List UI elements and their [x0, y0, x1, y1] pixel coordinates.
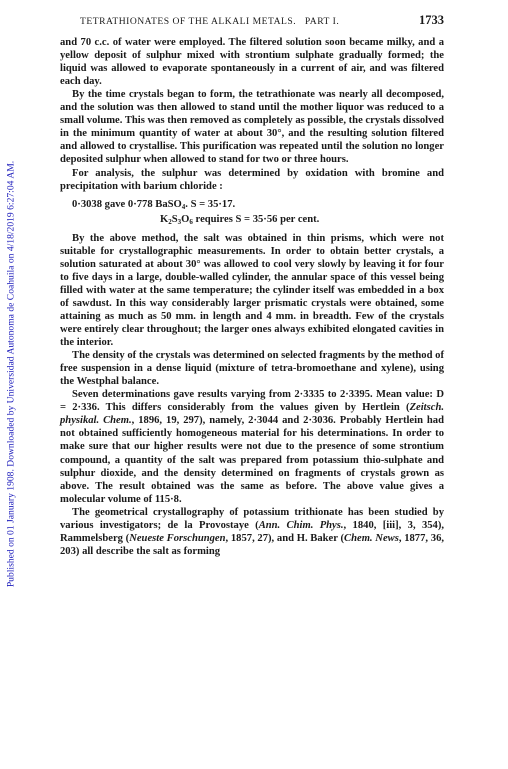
download-notice-text: Published on 01 January 1908. Downloaded by Universidad Autonoma de Coahuila on 4/18/2019 6:27:04 AM.	[5, 160, 17, 588]
paragraph-1: and 70 c.c. of water were employed. The filtered solution soon became milky, and a yellow deposit of sulphur mixed with strontium sulphate gradually formed; the liquid was allowed to evaporate spontaneously in a current of air, and was filtered each day.	[60, 37, 444, 88]
paragraph-6	[60, 388, 444, 505]
text-run: , 1896,	[131, 415, 167, 427]
text-run: , 354), Rammelsberg (	[60, 519, 445, 544]
text-run: Seven determinations gave results varying from 2·3335 to 2·3395. Mean value: D = 2·336. This differs considerably from the values given by Hertlein (	[60, 389, 444, 414]
journal-citation: Ann. Chim. Phys.	[258, 519, 344, 531]
analysis-result-sulphur: . S = 35·17.	[185, 198, 236, 210]
analysis-result-text: 0·3038 gave 0·778 BaSO	[72, 198, 182, 210]
paragraph-7	[60, 506, 444, 558]
formula-element: S	[171, 213, 178, 225]
running-head-title	[60, 15, 339, 28]
journal-citation: Zeitsch. physikal. Chem.	[60, 402, 444, 427]
header-title: TETRATHIONATES OF THE ALKALI METALS.	[80, 16, 297, 27]
paragraph-2: By the time crystals began to form, the tetrathionate was nearly all decomposed, and the solution was then allowed to stand until the mother liquor was reduced to a small volume. This was then removed as completely as possible, the crystals dissolved in the minimum quantity of water at about 30°, and the resulting solution filtered and allowed to crystallise. This purification was repeated until the solution no longer deposited sulphur when allowed to stand for two or three hours.	[60, 89, 444, 166]
download-watermark	[0, 0, 22, 769]
journal-citation: Chem. News	[344, 532, 399, 544]
text-run: , 297), namely, 2·3044 and 2·3036. Probably Hertlein had not obtained sufficiently homogeneous material for his determinations. In order to make sure that our higher results were not due to the presence of some strontium compound, a quantity of the salt was prepared from potassium thio-sulphate and sulphur dioxide, and the density determined on fragments of crystals grown as above. The result obtained was the same as before. The above value gives a molecular volume of 115·8.	[60, 415, 444, 505]
journal-page	[60, 14, 444, 558]
page-number: 1733	[419, 13, 444, 27]
paragraph-4: By the above method, the salt was obtained in thin prisms, which were not suitable for crystallographic measurements. In order to obtain better crystals, a solution saturated at about 30° was allowed to cool very slowly by leaving it for four to five days in a large, double-walled cylinder, the annular space of this vessel being filled with water at the same temperature; the cylinder itself was embedded in a box of sawdust. In this way considerably larger prismatic crystals were obtained, some attaining as much as 50 mm. in length and 4 mm. in breadth. Few of the crystals were entirely clear throughout; the larger ones always exhibited elongated cavities in the interior.	[60, 232, 444, 349]
text-run: , 1877,	[398, 532, 431, 544]
text-run: The geometrical crystallography of potassium trithionate has been studied by various investigators; de la Provostaye (	[60, 506, 444, 531]
journal-citation: Neueste Forschungen	[129, 532, 226, 544]
subscript: 4	[181, 202, 186, 211]
formula-requirement-line	[160, 213, 444, 226]
subscript: 6	[189, 217, 193, 226]
formula-requirement-text: requires S = 35·56 per cent.	[192, 213, 320, 225]
subscript: 2	[168, 217, 172, 226]
volume-number: 3	[407, 519, 413, 531]
header-part: PART I.	[304, 16, 340, 27]
formula-element: O	[181, 213, 190, 225]
paragraph-3: For analysis, the sulphur was determined by oxidation with bromine and precipitation with barium chloride :	[60, 167, 444, 192]
subscript: 3	[177, 217, 182, 226]
text-run: , 203) all describe the salt as forming	[60, 532, 445, 557]
running-head	[60, 14, 444, 28]
formula-element: K	[160, 213, 169, 225]
text-run: , 1840, [iii],	[343, 519, 408, 531]
analysis-result-line	[72, 198, 444, 211]
paragraph-5: The density of the crystals was determined on selected fragments by the method of free suspension in a dense liquid (mixture of tetra-bromoethane and xylene), using the Westphal balance.	[60, 350, 444, 388]
volume-number: 19	[166, 415, 177, 427]
volume-number: 36	[430, 532, 442, 544]
text-run: , 1857, 27), and H. Baker (	[225, 532, 345, 544]
